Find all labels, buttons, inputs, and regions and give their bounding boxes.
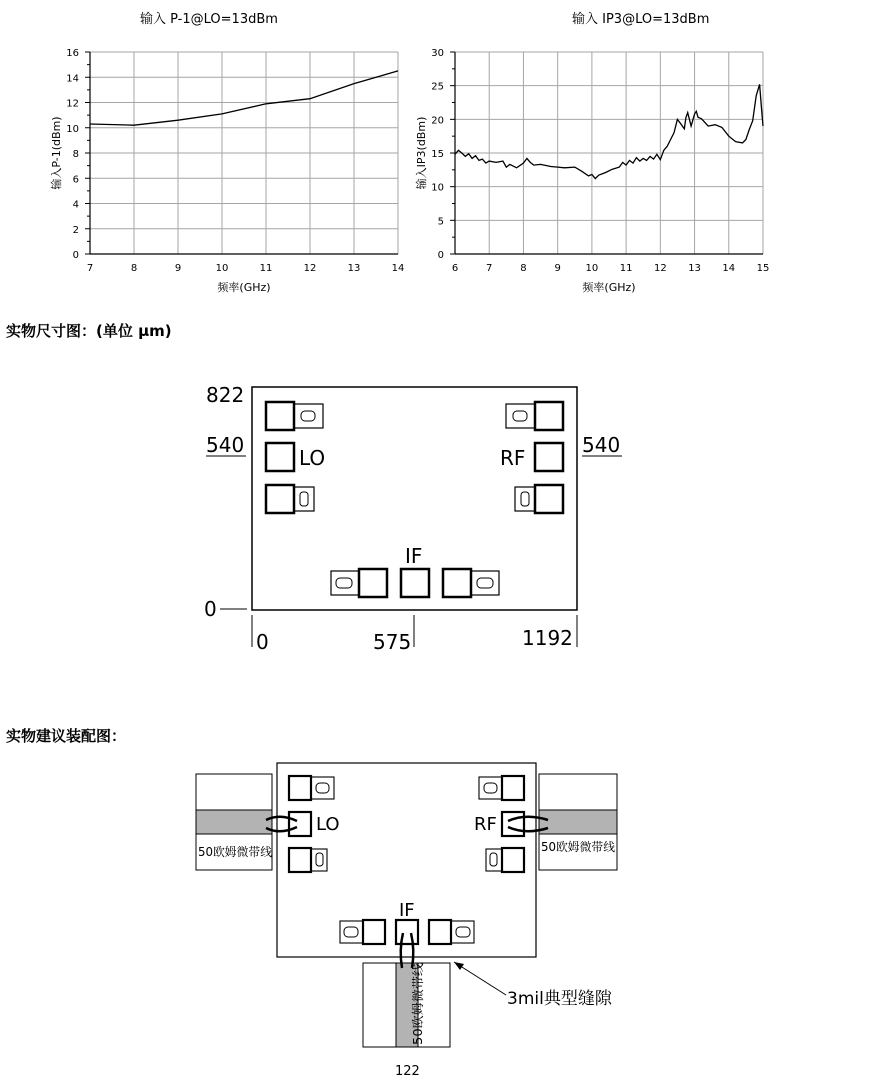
chart1-xtick-label: 10 [215,263,229,274]
pad-if-right [443,569,471,597]
chart2-xtick-label: 14 [722,263,736,274]
chart1-xtick-label: 7 [86,263,94,274]
chart2-xtick-label: 15 [756,263,770,274]
chart1-ytick-label: 2 [72,224,79,236]
capacitor-if-left [331,571,359,595]
capacitor-rf-bottom [515,487,535,511]
microstrip-bottom-label: 50欧姆微带线 [411,969,425,1045]
dim-540-right: 540 [582,433,621,457]
chart2-xtick-label: 8 [520,263,527,274]
chart2-title: 输入 IP3@LO=13dBm [572,12,710,27]
capacitor-inner [301,411,315,421]
chart1-xtick-label: 8 [130,263,138,274]
capacitor-lo-bottom [294,487,314,511]
pad-rf-bottom [535,485,563,513]
capacitor-if-right [471,571,499,595]
chart2-xtick-label: 13 [688,263,701,274]
if-label: IF [405,544,423,568]
chart1-xtick-label: 13 [347,263,361,274]
chart1-ytick-label: 12 [66,98,79,110]
microstrip-left-label: 50欧姆微带线 [198,845,274,859]
chart2-ytick-label: 30 [431,48,444,59]
pad-if [401,569,429,597]
chart2-ytick-label: 20 [431,115,444,127]
lo-label: LO [316,814,340,835]
lo-label: LO [299,446,326,470]
chart2-ip3 [405,40,785,305]
assembly-section-title: 实物建议装配图： [6,727,127,745]
chart2-xtick-label: 7 [486,263,493,274]
dim-0-y: 0 [204,597,217,621]
chart1-ytick-label: 16 [66,48,79,59]
capacitor-inner [336,578,352,588]
chart1-ytick-label: 6 [72,174,79,186]
chart1-ytick-label: 8 [72,149,79,160]
capacitor-inner [521,492,529,506]
capacitor-inner [513,411,527,421]
gap-note: 3mil典型缝隙 [507,989,612,1009]
dim-822: 822 [206,383,245,407]
chart2-ytick-label: 10 [431,182,444,194]
capacitor-lo-top [294,404,323,428]
chart1-p1db [40,40,420,305]
chart1-xtick-label: 9 [174,263,182,274]
chart2-xtick-label: 9 [554,263,561,274]
chip-outline [252,387,577,610]
microstrip-line-right [539,810,617,834]
chart2-ytick-label: 5 [437,216,444,228]
gap-arrow-head [454,962,464,970]
chart2-xtick-label: 6 [451,263,459,274]
capacitor-inner [300,492,308,506]
pad-rf-top [535,402,563,430]
chart1-xtick-label: 11 [259,263,273,274]
chart2-ylabel: 输入IP3(dBm) [415,116,428,190]
rf-label: RF [500,446,526,470]
chart1-xlabel: 频率(GHz) [217,281,271,294]
chart2-series-line [455,84,763,178]
chart2-ytick-label: 25 [431,81,444,93]
dimension-section-title: 实物尺寸图：(单位 μm) [6,322,172,340]
chart1-ytick-label: 14 [66,73,79,85]
pad-lo [266,443,294,471]
dimension-diagram [195,375,635,660]
chart1-ylabel: 输入P-1(dBm) [50,116,63,190]
dim-540-left: 540 [206,433,245,457]
pad-lo-bottom [266,485,294,513]
pad-if-left [359,569,387,597]
chart2-xlabel: 频率(GHz) [582,281,636,294]
microstrip-right-label: 50欧姆微带线 [541,840,617,854]
chart1-xtick-label: 12 [303,263,317,274]
chart1-ytick-label: 10 [66,123,79,135]
chart1-ytick-label: 0 [72,250,79,261]
capacitor-inner [477,578,493,588]
capacitor-rf-top [506,404,535,428]
pad-rf [535,443,563,471]
page-number: 122 [395,1064,420,1079]
if-label: IF [399,900,415,921]
chart1-xtick-label: 14 [391,263,405,274]
chart2-ytick-label: 0 [437,250,444,261]
dim-1192: 1192 [522,626,573,650]
pad-lo-top [266,402,294,430]
chart1-ytick-label: 4 [72,199,79,211]
chart2-ytick-label: 15 [431,149,444,160]
dim-575: 575 [373,630,412,654]
assembly-diagram [190,755,630,1055]
dim-0-x: 0 [256,630,269,654]
chart2-xtick-label: 10 [585,263,599,274]
chart1-title: 输入 P-1@LO=13dBm [140,12,278,27]
chart2-xtick-label: 12 [653,263,667,274]
rf-label: RF [474,814,497,835]
chart2-xtick-label: 11 [619,263,633,274]
chart1-series-line [90,71,398,125]
microstrip-line-left [196,810,272,834]
